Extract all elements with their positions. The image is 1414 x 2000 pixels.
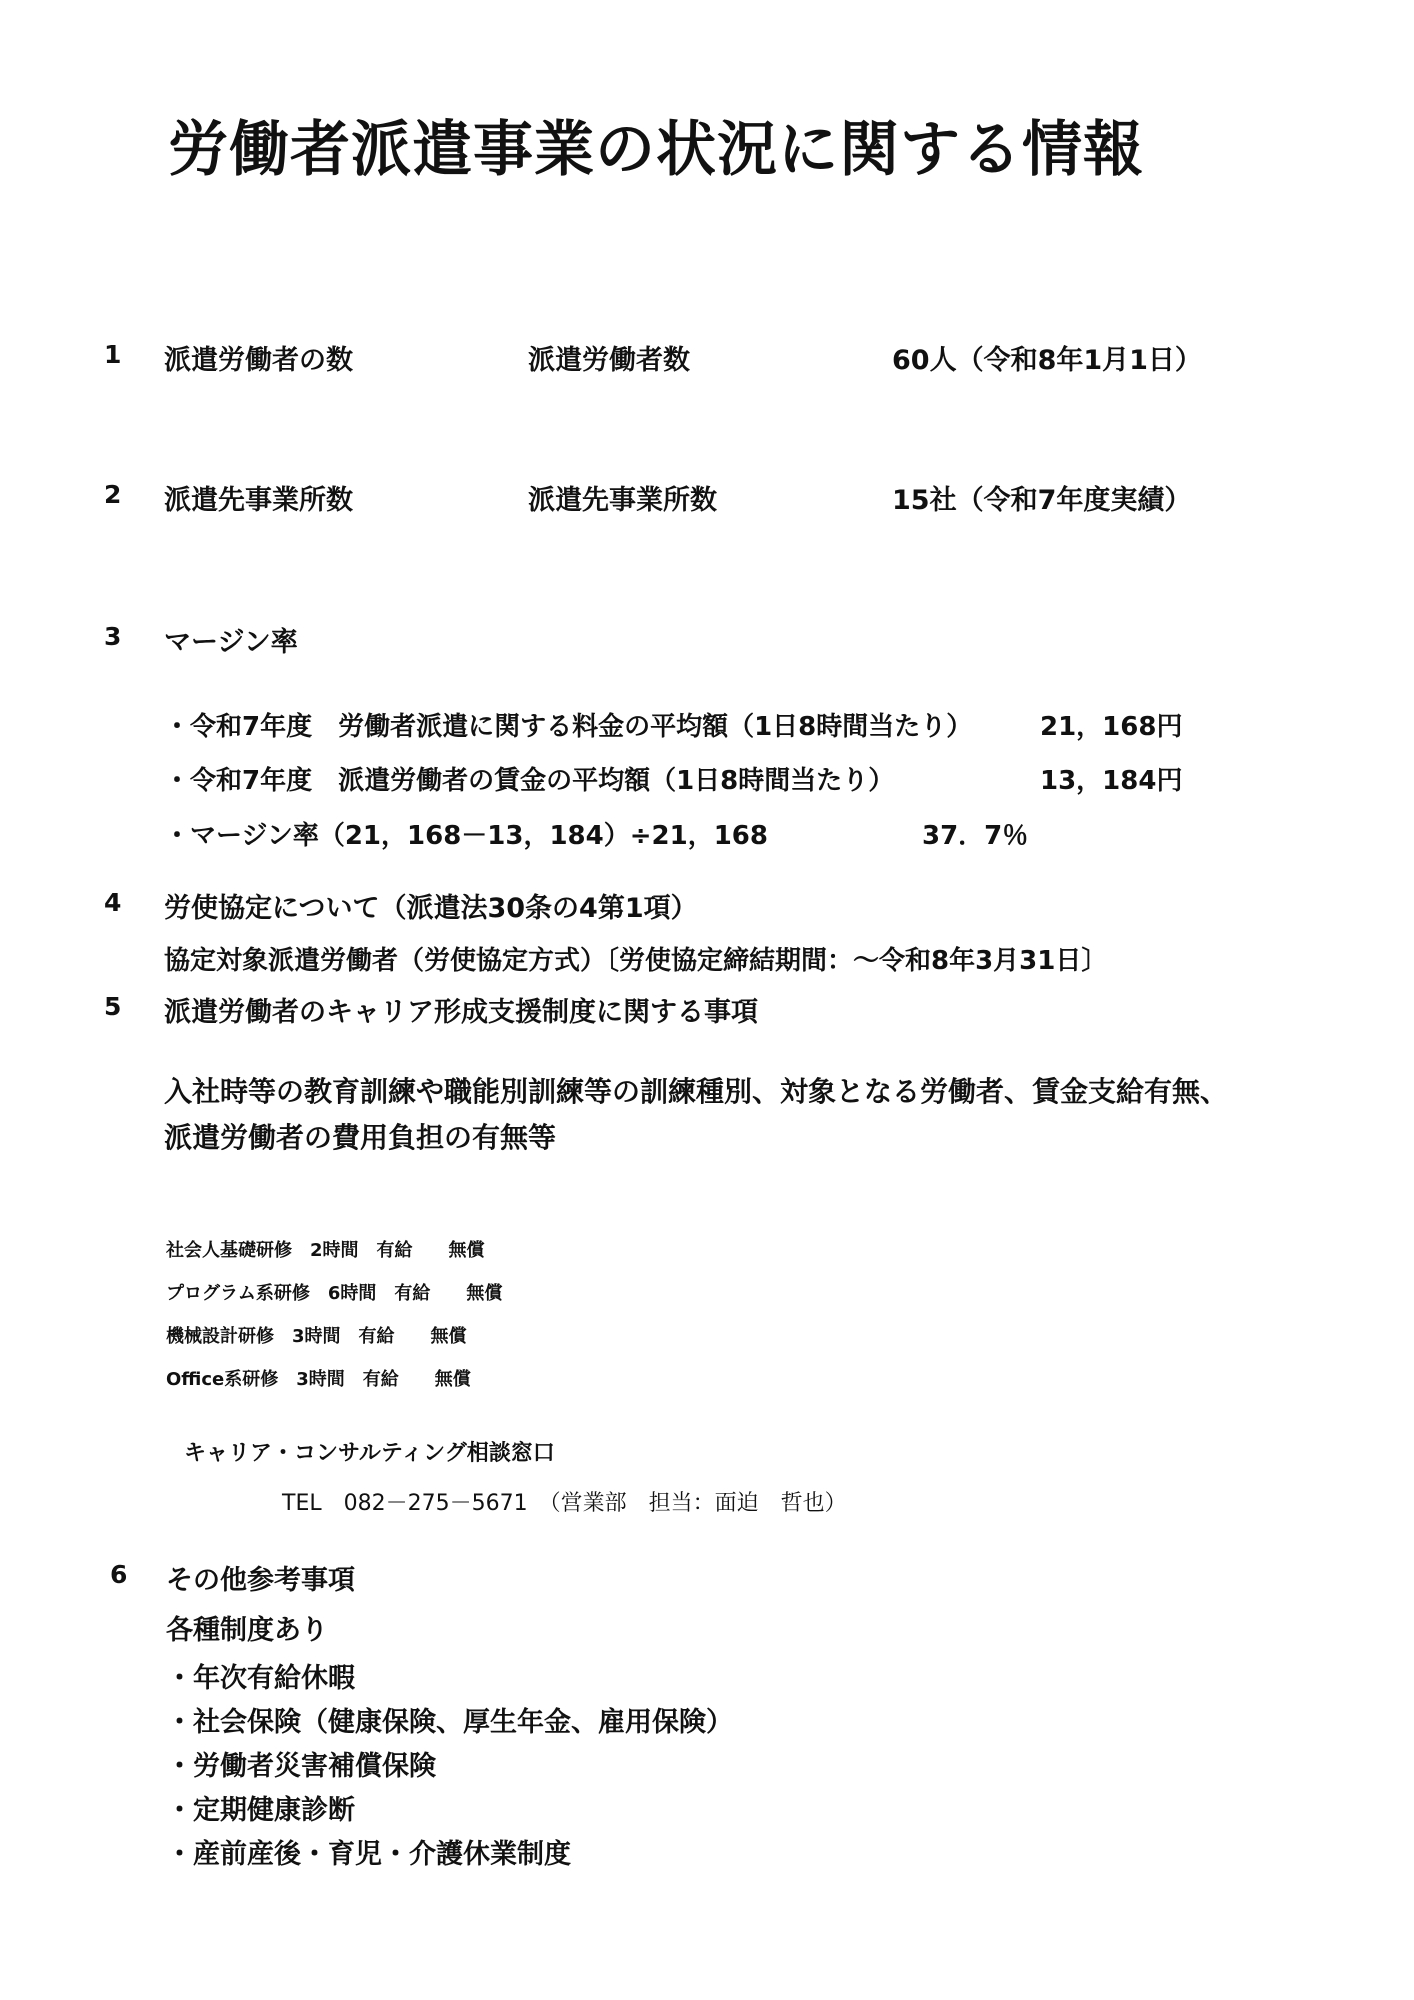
section-6-intro: 各種制度あり [166, 1615, 328, 1646]
section-4-number: 4 [104, 888, 122, 917]
training-item: 機械設計研修 3時間 有給 無償 [166, 1326, 467, 1347]
benefit-item: ・社会保険（健康保険、厚生年金、雇用保険） [166, 1707, 733, 1738]
training-item: Office系研修 3時間 有給 無償 [166, 1369, 471, 1390]
section-2-sub: 派遣先事業所数 [528, 485, 717, 516]
career-consulting-tel: TEL 082－275－5671 （営業部 担当：面迫 哲也） [282, 1491, 847, 1516]
section-5-description-line-1: 入社時等の教育訓練や職能別訓練等の訓練種別、対象となる労働者、賃金支給有無、 [164, 1075, 1229, 1108]
margin-line-2-label: ・令和7年度 派遣労働者の賃金の平均額（1日8時間当たり） [164, 766, 895, 796]
margin-line-3-label: ・マージン率（21，168－13，184）÷21，168 [164, 821, 768, 851]
section-2-label: 派遣先事業所数 [164, 485, 353, 516]
section-2-number: 2 [104, 480, 122, 509]
section-4-detail: 協定対象派遣労働者（労使協定方式）〔労使協定締結期間：～令和8年3月31日〕 [164, 946, 1108, 976]
section-3-number: 3 [104, 622, 122, 651]
section-1-sub: 派遣労働者数 [528, 345, 690, 376]
section-6-label: その他参考事項 [166, 1565, 355, 1596]
career-consulting-title: キャリア・コンサルティング相談窓口 [184, 1441, 555, 1466]
section-6-number: 6 [110, 1560, 128, 1589]
section-1-number: 1 [104, 340, 122, 369]
margin-line-3-value: 37．7％ [922, 821, 1029, 851]
benefit-item: ・労働者災害補償保険 [166, 1751, 436, 1782]
training-item: 社会人基礎研修 2時間 有給 無償 [166, 1240, 485, 1261]
margin-line-1-value: 21，168円 [1040, 712, 1183, 742]
section-5-label: 派遣労働者のキャリア形成支援制度に関する事項 [164, 997, 758, 1028]
section-3-label: マージン率 [164, 627, 298, 658]
training-item: プログラム系研修 6時間 有給 無償 [166, 1283, 503, 1304]
benefit-item: ・年次有給休暇 [166, 1663, 355, 1694]
section-1-label: 派遣労働者の数 [164, 345, 353, 376]
section-2-value: 15社（令和7年度実績） [892, 485, 1192, 516]
margin-line-2-value: 13，184円 [1040, 766, 1183, 796]
benefit-item: ・定期健康診断 [166, 1795, 355, 1826]
page-title: 労働者派遣事業の状況に関する情報 [168, 115, 1144, 185]
section-5-number: 5 [104, 992, 122, 1021]
margin-line-1-label: ・令和7年度 労働者派遣に関する料金の平均額（1日8時間当たり） [164, 712, 973, 742]
section-5-description-line-2: 派遣労働者の費用負担の有無等 [164, 1121, 557, 1154]
section-1-value: 60人（令和8年1月1日） [892, 345, 1202, 376]
section-4-label: 労使協定について（派遣法30条の4第1項） [164, 893, 698, 924]
benefit-item: ・産前産後・育児・介護休業制度 [166, 1839, 571, 1870]
